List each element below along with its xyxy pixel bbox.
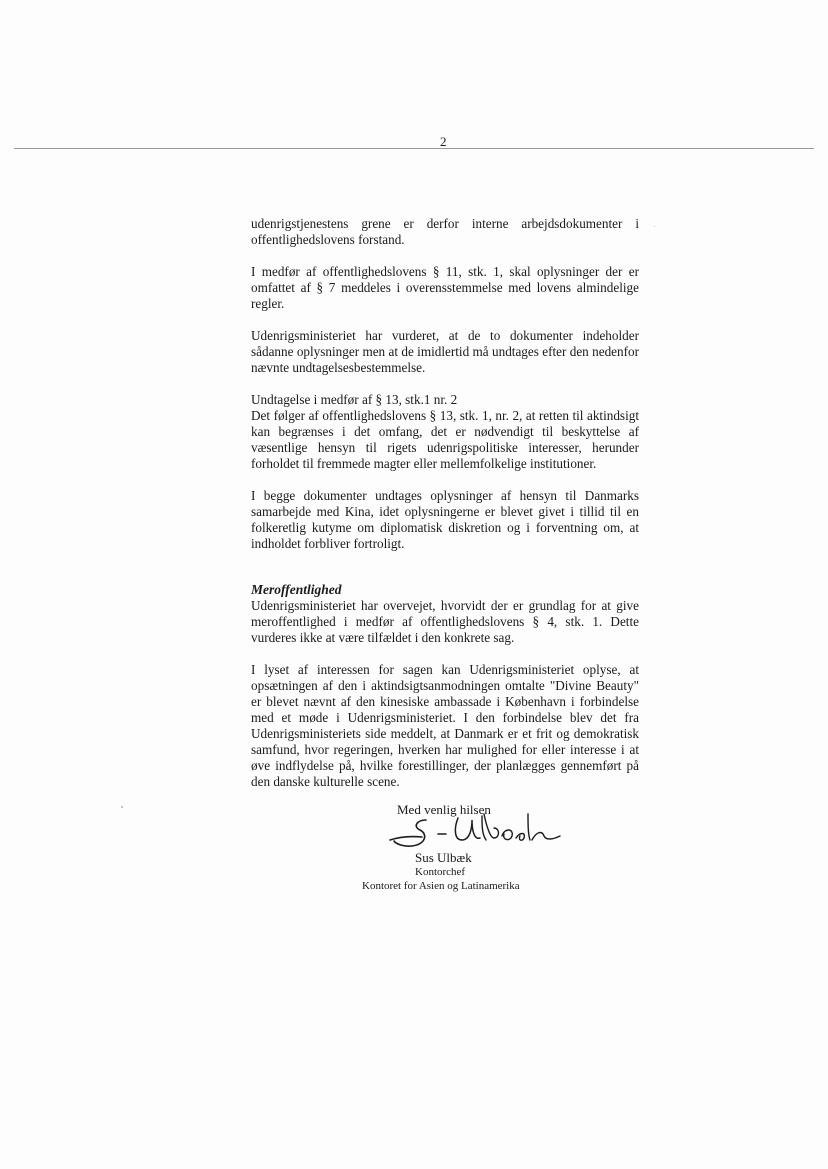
header-rule (14, 148, 814, 149)
paragraph: Udenrigsministeriet har overvejet, hvorvidt der er grundlag for at give meroffentlighed i medfør af offentlighedslovens § 4, stk. 1. Dette vurderes ikke at være tilfældet i den konkrete sag. (251, 598, 639, 645)
paragraph: udenrigstjenestens grene er derfor interne arbejdsdokumenter i offentlighedslovens forstand. (251, 216, 639, 247)
signatory-name: Sus Ulbæk (415, 850, 472, 865)
signatory-title: Kontorchef (415, 866, 466, 878)
exception-heading: Undtagelse i medfør af § 13, stk.1 nr. 2 (251, 392, 458, 407)
handwritten-signature (382, 810, 562, 850)
section-heading: Meroffentlighed (251, 582, 342, 597)
letter-body (251, 216, 639, 806)
paragraph: I lyset af interessen for sagen kan Udenrigsministeriet oplyse, at opsætningen af den i aktindsigtsanmodningen omtalte "Divine Beauty" er blevet nævnt af den kinesiske ambassade i København i forbindelse med et møde i Udenrigsministeriet. I den forbindelse blev det fra Udenrigsministeriets side meddelt, at Danmark er et frit og demokratisk samfund, hvor regeringen, hverken har mulighed for eller interesse i at øve indflydelse på, hvilke forestillinger, der planlægges gennemført på den danske kulturelle scene. (251, 662, 639, 789)
page-number: 2 (440, 134, 447, 149)
scan-speck (121, 806, 123, 808)
paragraph: Det følger af offentlighedslovens § 13, stk. 1, nr. 2, at retten til aktindsigt kan begrænses i det omfang, det er nødvendigt til beskyttelse af væsentlige hensyn til rigets udenrigspolitiske interesser, herunder forholdet til fremmede magter eller mellemfolkelige institutioner. (251, 408, 639, 471)
paragraph: Udenrigsministeriet har vurderet, at de to dokumenter indeholder sådanne oplysninger men at de imidlertid må undtages efter den nedenfor nævnte undtagelsesbestemmelse. (251, 328, 639, 375)
paragraph: I medfør af offentlighedslovens § 11, stk. 1, skal oplysninger der er omfattet af § 7 meddeles i overensstemmelse med lovens almindelige regler. (251, 264, 639, 311)
paragraph: I begge dokumenter undtages oplysninger af hensyn til Danmarks samarbejde med Kina, idet oplysningerne er blevet givet i tillid til en folkeretlig kutyme om diplomatisk diskretion og i forventning om, at indholdet forbliver fortroligt. (251, 488, 639, 551)
scan-speck (654, 226, 655, 227)
signatory-office: Kontoret for Asien og Latinamerika (362, 880, 520, 892)
closing-greeting: Med venlig hilsen (397, 802, 491, 817)
